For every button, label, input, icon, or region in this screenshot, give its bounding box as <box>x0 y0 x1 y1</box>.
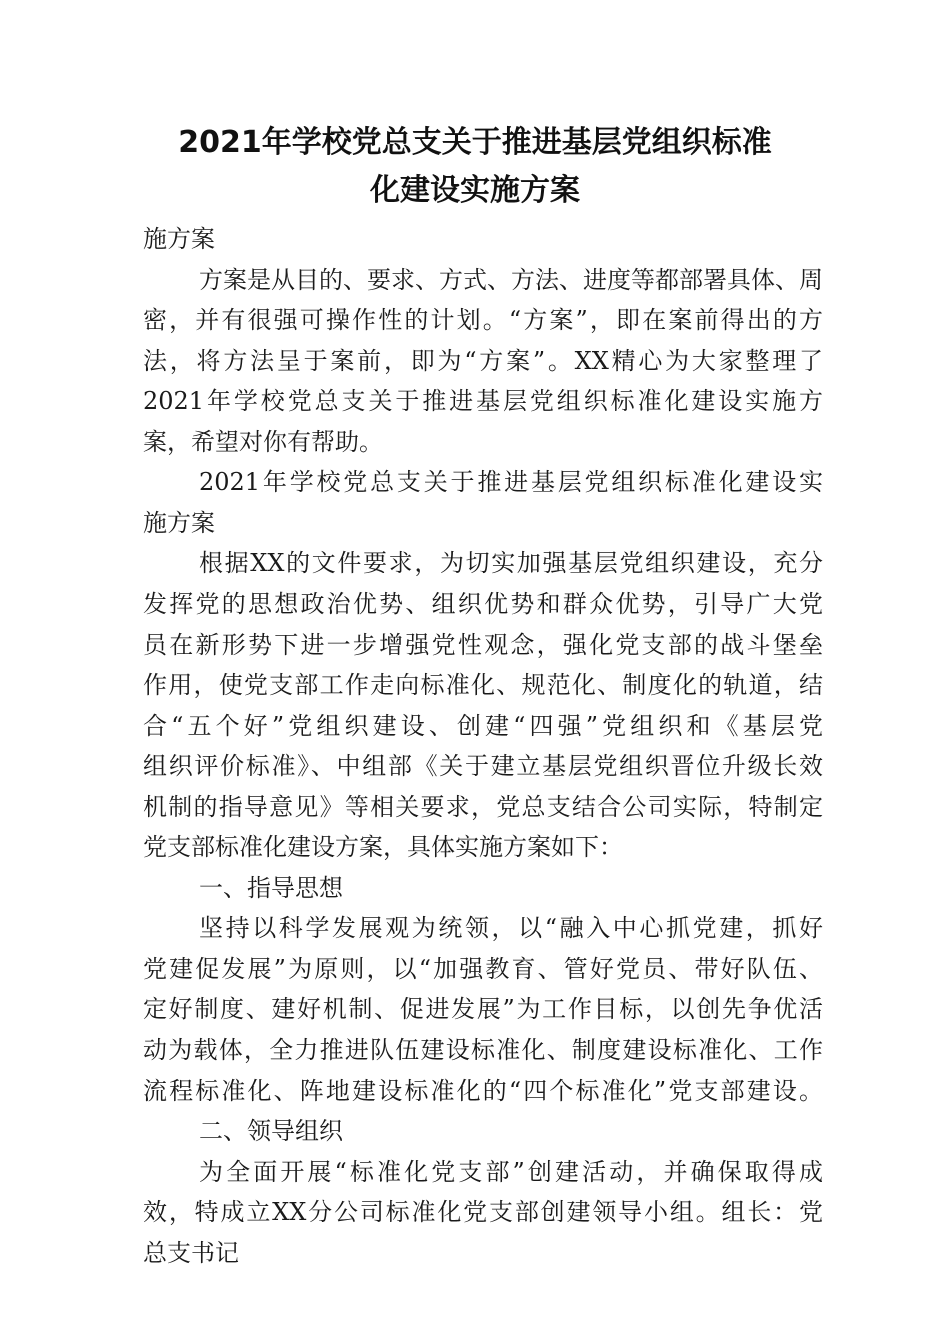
body-text-line: 发挥党的思想政治优势、组织优势和群众优势，引导广大党 <box>143 590 823 618</box>
body-text-line: 案，希望对你有帮助。 <box>143 427 383 456</box>
body-text-line: 机制的指导意见》等相关要求，党总支结合公司实际，特制定 <box>143 792 823 821</box>
body-text-line: 2021年学校党总支关于推进基层党组织标准化建设实施方 <box>143 387 823 416</box>
body-text-line: 效，特成立XX分公司标准化党支部创建领导小组。组长：党 <box>143 1198 823 1227</box>
body-text-line: 坚持以科学发展观为统领，以“融入中心抓党建，抓好 <box>199 914 823 943</box>
body-text-line: 组织评价标准》、中组部《关于建立基层党组织晋位升级长效 <box>143 752 823 781</box>
body-text-line: 为全面开展“标准化党支部”创建活动，并确保取得成 <box>199 1157 823 1186</box>
body-text-line: 员在新形势下进一步增强党性观念，强化党支部的战斗堡垒 <box>143 630 823 659</box>
body-text-line: 施方案 <box>143 225 215 253</box>
document-title-line-2: 化建设实施方案 <box>370 173 580 208</box>
body-text-line: 流程标准化、阵地建设标准化的“四个标准化”党支部建设。 <box>143 1076 823 1105</box>
body-text-line: 法，将方法呈于案前，即为“方案”。XX精心为大家整理了 <box>143 346 823 375</box>
body-text-line: 一、指导思想 <box>199 873 343 902</box>
document-title-line-1: 2021年学校党总支关于推进基层党组织标准 <box>178 125 772 160</box>
body-text-line: 总支书记 <box>143 1238 239 1267</box>
body-text-line: 合“五个好”党组织建设、创建“四强”党组织和《基层党 <box>143 711 823 740</box>
body-text-line: 方案是从目的、要求、方式、方法、进度等都部署具体、周 <box>199 265 823 294</box>
body-text-line: 二、领导组织 <box>199 1117 343 1146</box>
body-text-line: 根据XX的文件要求，为切实加强基层党组织建设，充分 <box>199 549 823 578</box>
body-text-line: 动为载体，全力推进队伍建设标准化、制度建设标准化、工作 <box>143 1036 823 1064</box>
body-text-line: 党建促发展”为原则，以“加强教育、管好党员、带好队伍、 <box>143 954 823 983</box>
body-text-line: 党支部标准化建设方案，具体实施方案如下： <box>143 833 623 862</box>
body-text-line: 定好制度、建好机制、促进发展”为工作目标，以创先争优活 <box>143 995 823 1024</box>
body-text-line: 施方案 <box>143 508 215 537</box>
body-text-line: 密，并有很强可操作性的计划。“方案”，即在案前得出的方 <box>143 306 823 335</box>
body-text-line: 2021年学校党总支关于推进基层党组织标准化建设实 <box>199 468 823 497</box>
body-text-line: 作用，使党支部工作走向标准化、规范化、制度化的轨道，结 <box>143 671 823 699</box>
